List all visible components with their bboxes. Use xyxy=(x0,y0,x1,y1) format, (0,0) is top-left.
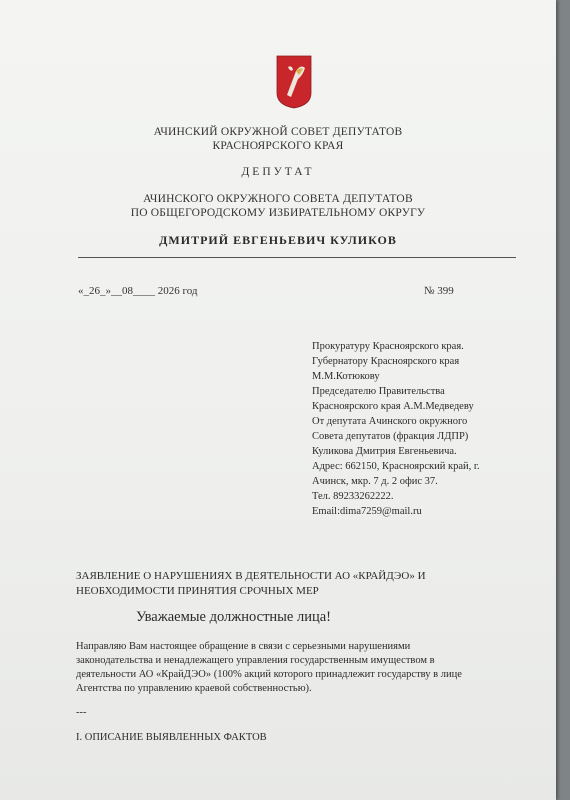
separator-dashes: --- xyxy=(76,707,87,718)
recipient-line: Прокуратуру Красноярского края. xyxy=(312,341,464,352)
statement-title-line2: НЕОБХОДИМОСТИ ПРИНЯТИЯ СРОЧНЫХ МЕР xyxy=(76,585,319,597)
deputy-title-line1: АЧИНСКОГО ОКРУЖНОГО СОВЕТА ДЕПУТАТОВ xyxy=(143,193,413,205)
deputy-name: ДМИТРИЙ ЕВГЕНЬЕВИЧ КУЛИКОВ xyxy=(159,233,397,247)
council-name-line1: АЧИНСКИЙ ОКРУЖНОЙ СОВЕТ ДЕПУТАТОВ xyxy=(153,126,403,138)
body-line: Направляю Вам настоящее обращение в связи с серьезными нарушениями xyxy=(76,641,411,652)
deputy-title-line2: ПО ОБЩЕГОРОДСКОМУ ИЗБИРАТЕЛЬНОМУ ОКРУГУ xyxy=(130,207,426,219)
body-line: законодательства и ненадлежащего управления государственным имуществом в xyxy=(76,655,435,666)
statement-title xyxy=(76,569,426,599)
recipient-line: Председателю Правительства xyxy=(312,386,445,397)
council-name-line2: КРАСНОЯРСКОГО КРАЯ xyxy=(212,140,344,152)
header-divider xyxy=(78,257,516,258)
recipient-line: Губернатору Красноярского края xyxy=(312,356,460,367)
section-heading-1: I. ОПИСАНИЕ ВЫЯВЛЕННЫХ ФАКТОВ xyxy=(76,732,267,743)
document-number: № 399 xyxy=(424,285,454,297)
body-line: Агентства по управлению краевой собственностью). xyxy=(76,683,312,694)
sender-line: Email:dima7259@mail.ru xyxy=(312,506,422,517)
sender-block xyxy=(312,414,480,519)
coat-of-arms-icon xyxy=(276,55,312,109)
document-date: «_26_»__08____ 2026 год xyxy=(78,285,198,297)
body-line: деятельности АО «КрайДЭО» (100% акций которого принадлежит государству в лице xyxy=(76,669,462,680)
sender-line: Тел. 89233262222. xyxy=(312,491,394,502)
sender-line: Адрес: 662150, Красноярский край, г. xyxy=(312,461,480,472)
sender-line: От депутата Ачинского окружного xyxy=(312,416,468,427)
recipient-line: М.М.Котюкову xyxy=(312,371,380,382)
statement-body xyxy=(76,640,462,696)
statement-title-line1: ЗАЯВЛЕНИЕ О НАРУШЕНИЯХ В ДЕЯТЕЛЬНОСТИ АО «КРАЙДЭО» И xyxy=(76,570,426,582)
greeting: Уважаемые должностные лица! xyxy=(136,609,332,625)
sender-line: Ачинск, мкр. 7 д. 2 офис 37. xyxy=(312,476,438,487)
sender-line: Совета депутатов (фракция ЛДПР) xyxy=(312,431,469,442)
sender-line: Куликова Дмитрия Евгеньевича. xyxy=(312,446,457,457)
recipient-line: Красноярского края А.М.Медведеву xyxy=(312,401,474,412)
recipients-block xyxy=(312,339,474,414)
deputat-heading: ДЕПУТАТ xyxy=(241,166,315,178)
